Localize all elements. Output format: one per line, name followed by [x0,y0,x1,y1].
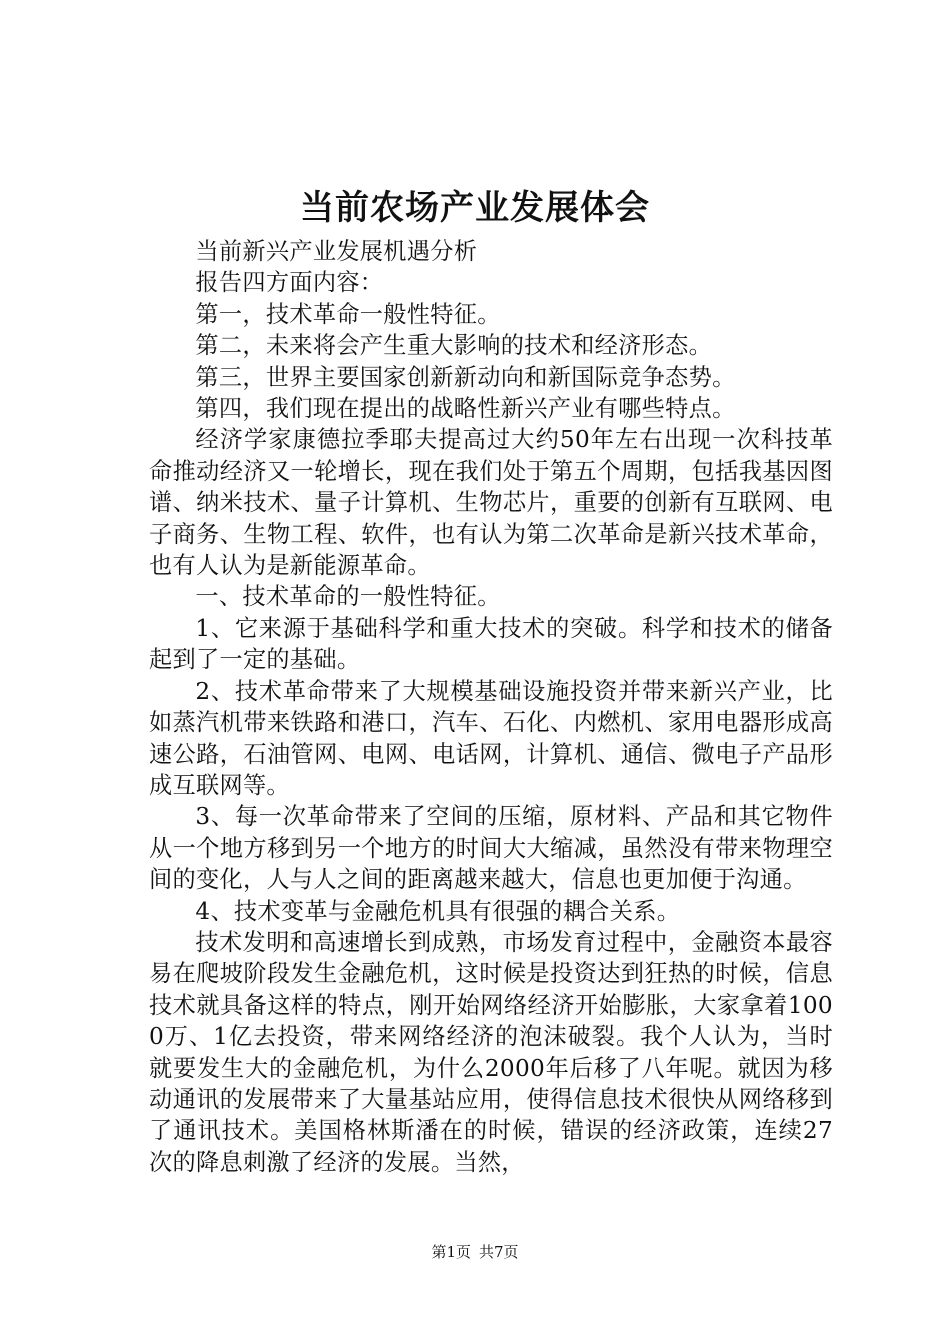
page-footer [0,1242,950,1262]
paragraph: 第四，我们现在提出的战略性新兴产业有哪些特点。 [195,395,736,423]
paragraph: 当前新兴产业发展机遇分析 [195,238,478,265]
paragraph: 第二，未来将会产生重大影响的技术和经济形态。 [195,332,713,360]
page-number: 第1页 [431,1243,471,1261]
document-title: 当前农场产业发展体会 [300,188,650,228]
paragraph: 4、技术变革与金融危机具有很强的耦合关系。 [195,897,681,925]
document-body [149,236,833,1178]
paragraph: 1、它来源于基础科学和重大技术的突破。科学和技术的储备起到了一定的基础。 [149,614,833,674]
paragraph: 第三，世界主要国家创新新动向和新国际竞争态势。 [195,363,736,391]
paragraph: 3、每一次革命带来了空间的压缩，原材料、产品和其它物件从一个地方移到另一个地方的时间大大缩减，虽然没有带来物理空间的变化，人与人之间的距离越来越大，信息也更加便于沟通。 [149,803,833,894]
paragraph: 第一，技术革命一般性特征。 [195,300,501,328]
paragraph: 技术发明和高速增长到成熟，市场发育过程中，金融资本最容易在爬坡阶段发生金融危机，这时候是投资达到狂热的时候，信息技术就具备这样的特点，刚开始网络经济开始膨胀，大家拿着1000万、1亿去投资，带来网络经济的泡沫破裂。我个人认为，当时就要发生大的金融危机，为什么2000年后移了八年呢。就因为移动通讯的发展带来了大量基站应用，使得信息技术很快从网络移到了通讯技术。美国格林斯潘在的时候，错误的经济政策，连续27次的降息刺激了经济的发展。当然， [149,928,833,1176]
paragraph: 2、技术革命带来了大规模基础设施投资并带来新兴产业，比如蒸汽机带来铁路和港口，汽车、石化、内燃机、家用电器形成高速公路，石油管网、电网、电话网，计算机、通信、微电子产品形成互联网等。 [149,677,833,799]
page-total: 共7页 [479,1243,519,1261]
paragraph: 一、技术革命的一般性特征。 [195,583,501,611]
paragraph: 经济学家康德拉季耶夫提高过大约50年左右出现一次科技革命推动经济又一轮增长，现在我们处于第五个周期，包括我基因图谱、纳米技术、量子计算机、生物芯片，重要的创新有互联网、电子商务、生物工程、软件，也有认为第二次革命是新兴技术革命，也有人认为是新能源革命。 [149,426,833,580]
paragraph: 报告四方面内容： [195,269,384,297]
